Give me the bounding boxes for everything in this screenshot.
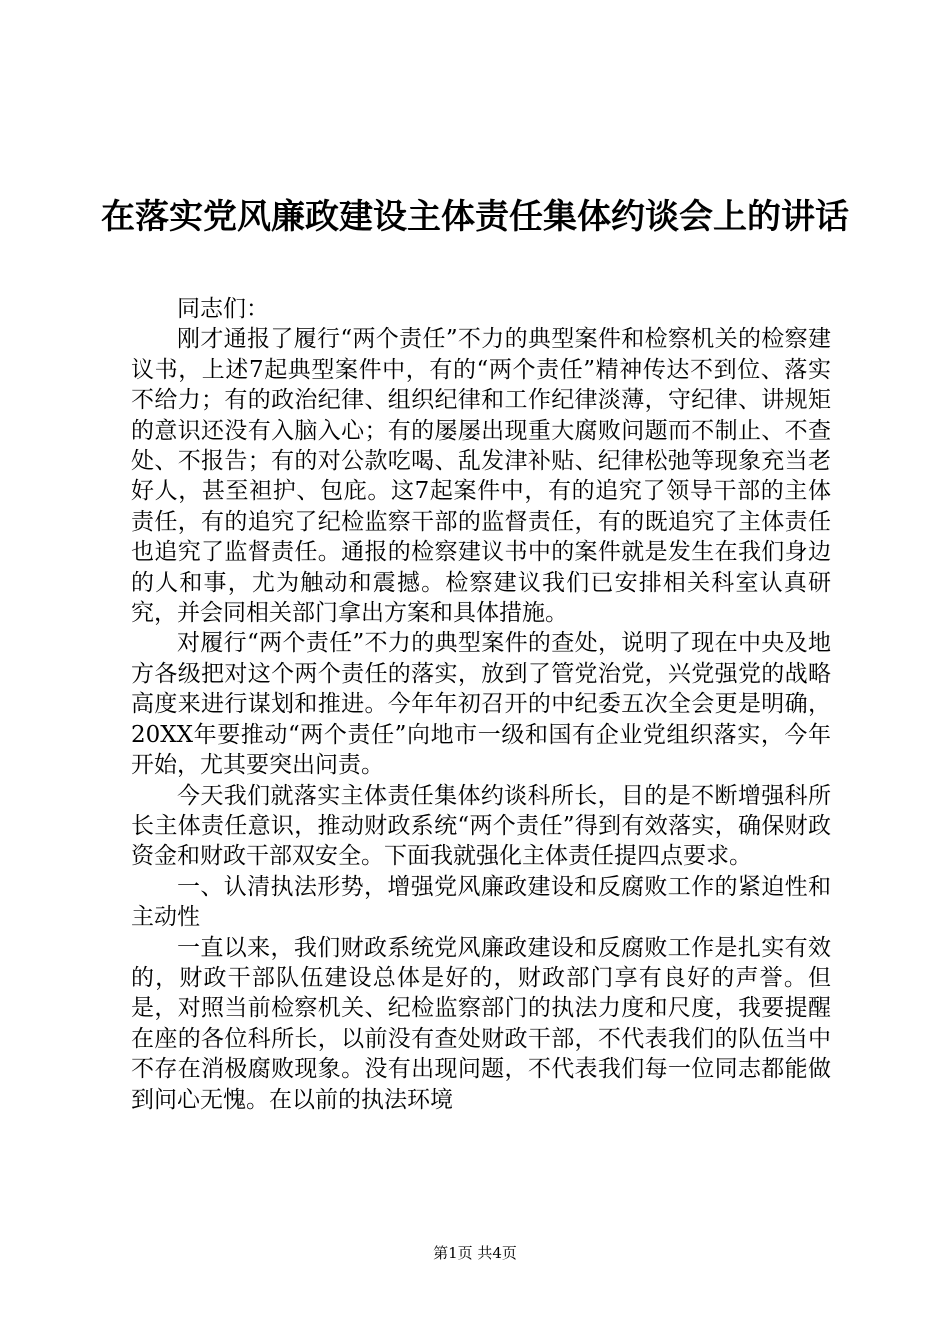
section-heading: 一、认清执法形势，增强党风廉政建设和反腐败工作的紧迫性和主动性 [131,873,831,931]
salutation: 同志们： [177,296,269,322]
body-paragraph: 对履行“两个责任”不力的典型案件的查处，说明了现在中央及地方各级把对这个两个责任的落实，放到了管党治党，兴党强党的战略高度来进行谋划和推进。今年年初召开的中纪委五次全会更是明确，20XX年要推动“两个责任”向地市一级和国有企业党组织落实，今年开始，尤其要突出问责。 [131,630,831,779]
body-paragraph: 今天我们就落实主体责任集体约谈科所长，目的是不断增强科所长主体责任意识，推动财政系统“两个责任”得到有效落实，确保财政资金和财政干部双安全。下面我就强化主体责任提四点要求。 [131,782,831,870]
body-paragraph: 一直以来，我们财政系统党风廉政建设和反腐败工作是扎实有效的，财政干部队伍建设总体是好的，财政部门享有良好的声誉。但是，对照当前检察机关、纪检监察部门的执法力度和尺度，我要提醒在座的各位科所长，以前没有查处财政干部，不代表我们的队伍当中不存在消极腐败现象。没有出现问题，不代表我们每一位同志都能做到问心无愧。在以前的执法环境 [131,934,831,1113]
page-footer: 第1页 共4页 [433,1244,517,1262]
body-paragraph: 刚才通报了履行“两个责任”不力的典型案件和检察机关的检察建议书，上述7起典型案件中，有的“两个责任”精神传达不到位、落实不给力；有的政治纪律、组织纪律和工作纪律淡薄，守纪律、讲规矩的意识还没有入脑入心；有的屡屡出现重大腐败问题而不制止、不查处、不报告；有的对公款吃喝、乱发津补贴、纪律松弛等现象充当老好人，甚至袒护、包庇。这7起案件中，有的追究了领导干部的主体责任，有的追究了纪检监察干部的监督责任，有的既追究了主体责任也追究了监督责任。通报的检察建议书中的案件就是发生在我们身边的人和事，尤为触动和震撼。检察建议我们已安排相关科室认真研究，并会同相关部门拿出方案和具体措施。 [131,326,831,627]
document-title: 在落实党风廉政建设主体责任集体约谈会上的讲话 [101,197,849,237]
document-body [131,294,831,1115]
